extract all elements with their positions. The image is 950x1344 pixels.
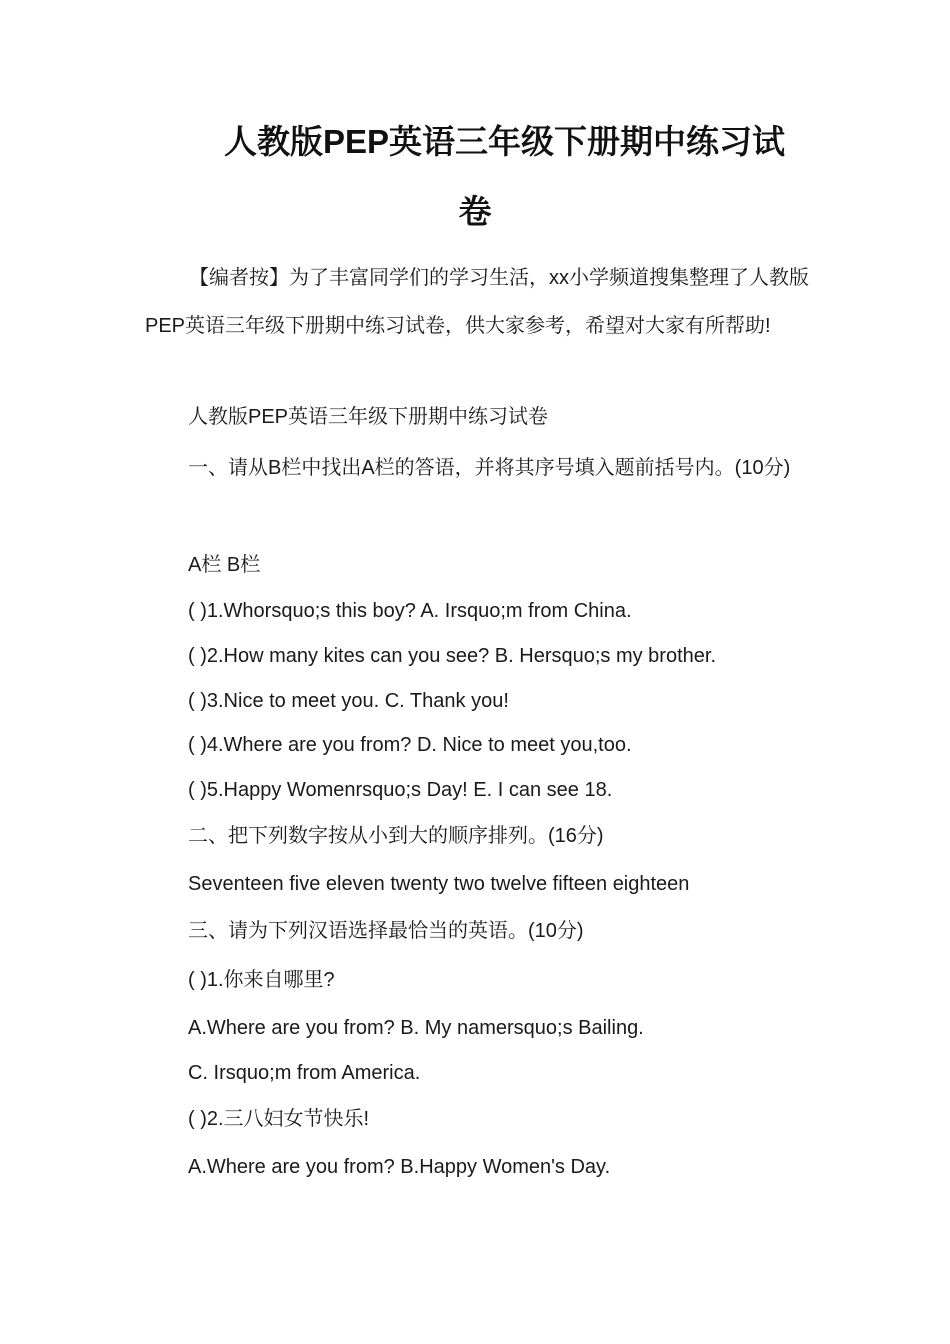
section1-item: ( )4.Where are you from? D. Nice to meet you,too. — [188, 734, 632, 756]
document-title-line1: 人教版PEP英语三年级下册期中练习试 — [224, 123, 786, 160]
section1-item: ( )1.Whorsquo;s this boy? A. Irsquo;m from China. — [188, 600, 632, 622]
section3-line: A.Where are you from? B. My namersquo;s Bailing. — [188, 1017, 644, 1039]
section3-line: ( )2.三八妇女节快乐! — [188, 1108, 370, 1130]
section1-heading: 一、请从B栏中找出A栏的答语，并将其序号填入题前括号内。(10分) — [188, 457, 791, 479]
editor-note-paragraph: 【编者按】为了丰富同学们的学习生活，xx小学频道搜集整理了人教版PEP英语三年级下册期中练习试卷，供大家参考，希望对大家有所帮助! — [145, 267, 809, 337]
section3-line: A.Where are you from? B.Happy Women's Day. — [188, 1156, 611, 1178]
document-title-line2: 卷 — [458, 193, 492, 230]
section1-columns: A栏 B栏 — [188, 554, 261, 576]
section1-item: ( )3.Nice to meet you. C. Thank you! — [188, 690, 509, 712]
section2-words: Seventeen five eleven twenty two twelve fifteen eighteen — [188, 873, 690, 895]
section2-heading: 二、把下列数字按从小到大的顺序排列。(16分) — [188, 825, 604, 847]
section3-line: C. Irsquo;m from America. — [188, 1062, 421, 1084]
section1-item: ( )2.How many kites can you see? B. Hersquo;s my brother. — [188, 645, 716, 667]
section1-item: ( )5.Happy Womenrsquo;s Day! E. I can see 18. — [188, 779, 613, 801]
section3-line: ( )1.你来自哪里? — [188, 969, 335, 991]
section3-heading: 三、请为下列汉语选择最恰当的英语。(10分) — [188, 920, 584, 942]
document-subtitle: 人教版PEP英语三年级下册期中练习试卷 — [188, 406, 549, 428]
